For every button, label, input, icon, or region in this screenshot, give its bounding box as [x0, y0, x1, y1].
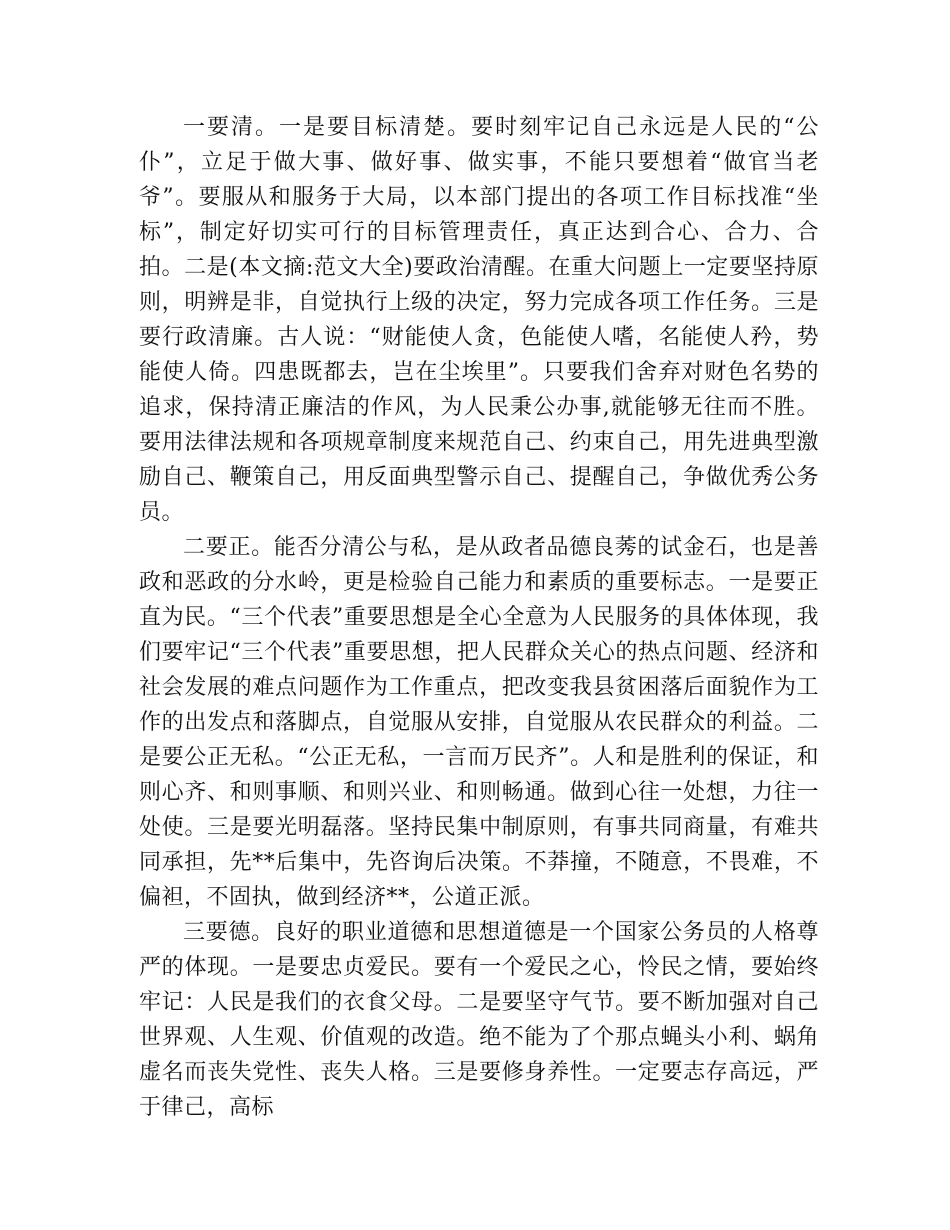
document-body — [139, 110, 819, 1125]
paragraph-zheng: 二要正。能否分清公与私，是从政者品德良莠的试金石，也是善政和恶政的分水岭，更是检验自己能力和素质的重要标志。一是要正直为民。“三个代表”重要思想是全心全意为人民服务的具体体现，我们要牢记“三个代表”重要思想，把人民群众关心的热点问题、经济和社会发展的难点问题作为工作重点，把改变我县贫困落后面貌作为工作的出发点和落脚点，自觉服从安排，自觉服从农民群众的利益。二是要公正无私。“公正无私，一言而万民齐”。人和是胜利的保证，和则心齐、和则事顺、和则兴业、和则畅通。做到心往一处想，力往一处使。三是要光明磊落。坚持民集中制原则，有事共同商量，有难共同承担，先**后集中，先咨询后决策。不莽撞，不随意，不畏难，不偏袒，不固执，做到经济**，公道正派。 — [139, 535, 819, 910]
paragraph-de: 三要德。良好的职业道德和思想道德是一个国家公务员的人格尊严的体现。一是要忠贞爱民。要有一个爱民之心，怜民之情，要始终牢记：人民是我们的衣食父母。二是要坚守气节。要不断加强对自己世界观、人生观、价值观的改造。绝不能为了个那点蝇头小利、蜗角虚名而丧失党性、丧失人格。三是要修身养性。一定要志存高远，严于律己，高标 — [139, 920, 819, 1120]
paragraph-qing: 一要清。一是要目标清楚。要时刻牢记自己永远是人民的“公仆”，立足于做大事、做好事、做实事，不能只要想着“做官当老爷”。要服从和服务于大局，以本部门提出的各项工作目标找准“坐标”，制定好切实可行的目标管理责任，真正达到合心、合力、合拍。二是(本文摘:范文大全)要政治清醒。在重大问题上一定要坚持原则，明辨是非，自觉执行上级的决定，努力完成各项工作任务。三是要行政清廉。古人说：“财能使人贪，色能使人嗜，名能使人矜，势能使人倚。四患既都去，岂在尘埃里”。只要我们舍弃对财色名势的追求，保持清正廉洁的作风，为人民秉公办事,就能够无往而不胜。要用法律法规和各项规章制度来规范自己、约束自己，用先进典型激励自己、鞭策自己，用反面典型警示自己、提醒自己，争做优秀公务员。 — [139, 115, 819, 525]
